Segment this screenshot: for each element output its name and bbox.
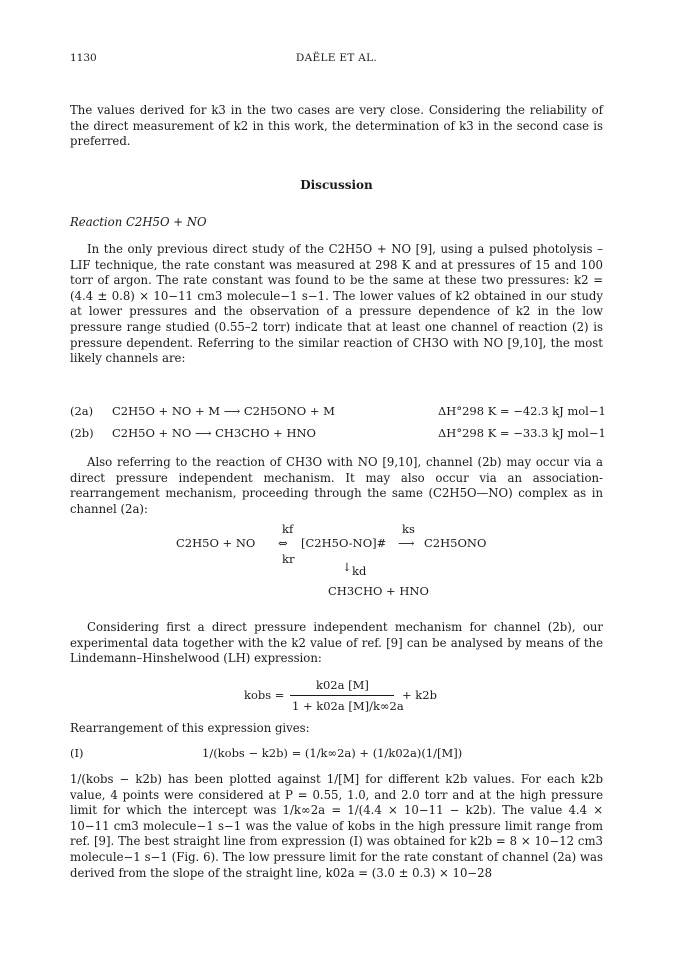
paragraph-1 <box>70 242 603 367</box>
forward-arrow: ⟶ <box>398 536 415 550</box>
lh-numerator: k02a [M] <box>316 678 369 692</box>
lh-plus-term: + k2b <box>402 688 437 702</box>
channel-2b-reaction: C2H5O + NO ⟶ CH3CHO + HNO <box>112 426 316 440</box>
page-header <box>70 52 603 68</box>
scheme-complex: [C2H5O-NO]# <box>301 536 387 550</box>
lh-canvas <box>70 676 603 718</box>
intro-text: The values derived for k3 in the two cases are very close. Considering the reliability of the direct measurement of k2 in this work, the determination of k3 in the second case is preferred. <box>70 103 603 149</box>
scheme-product1: C2H5ONO <box>424 536 487 550</box>
eqI-canvas <box>70 746 603 766</box>
channel-2b-enthalpy: ΔH°298 K = −33.3 kJ mol−1 <box>438 426 606 440</box>
scheme-kr: kr <box>282 552 295 566</box>
page-number: 1130 <box>70 52 97 64</box>
para5-text: 1/(kobs − k2b) has been plotted against 1/[M] for different k2b values. For each k2b value, 4 points were considered at P = 0.55, 1.0, and 2.0 torr and at the high pressure limit for which the intercept was 1/k∞2a = 1/(4.4 × 10−11 − k2b). The value 4.4 × 10−11 cm3 molecule−1 s−1 was the value of kobs in the high pressure limit range from ref. [9]. The best straight line from expression (I) was obtained for k2b = 8 × 10−12 cm3 molecule−1 s−1 (Fig. 6). The low pressure limit for the rate constant of channel (2a) was derived from the slope of the straight line, k02a = (3.0 ± 0.3) × 10−28 <box>70 772 603 880</box>
running-head: DAËLE ET AL. <box>295 52 378 64</box>
scheme-kf: kf <box>282 522 294 536</box>
lh-denominator: 1 + k02a [M]/k∞2a <box>292 699 404 713</box>
paragraph-3 <box>70 620 603 667</box>
lh-lhs: kobs = <box>244 688 285 702</box>
para4-text: Rearrangement of this expression gives: <box>70 721 310 735</box>
fraction-bar <box>290 695 394 696</box>
channel-2a-reaction: C2H5O + NO + M ⟶ C2H5ONO + M <box>112 404 335 418</box>
discussion-heading-wrap <box>70 178 603 194</box>
channel-2b <box>70 426 606 442</box>
paragraph-2 <box>70 455 603 517</box>
scheme-reactants: C2H5O + NO <box>176 536 256 550</box>
channel-2a-enthalpy: ΔH°298 K = −42.3 kJ mol−1 <box>438 404 606 418</box>
paragraph-4 <box>70 721 603 737</box>
section-title: Discussion <box>300 178 373 192</box>
channel-2a-label: (2a) <box>70 404 94 418</box>
reaction-scheme <box>70 522 603 626</box>
intro-paragraph <box>70 103 603 150</box>
para1-text: In the only previous direct study of the C2H5O + NO [9], using a pulsed photolysis – LIF technique, the rate constant was measured at 298 K and at pressures of 15 and 100 torr of argon. The rate constant was found to be the same at these two pressures: k2 = (4.4 ± 0.8) × 10−11 cm3 molecule−1 s−1. The lower values of k2 obtained in our study at lower pressures and the observation of a pressure dependence of k2 in the low pressure range studied (0.55–2 torr) indicate that at least one channel of reaction (2) is pressure dependent. Referring to the similar reaction of CH3O with NO [9,10], the most likely channels are: <box>70 242 603 366</box>
subsection-heading-wrap <box>70 215 603 231</box>
eqI-label: (I) <box>70 746 84 760</box>
equation-I <box>70 746 603 766</box>
para2-text: Also referring to the reaction of CH3O with NO [9,10], channel (2b) may occur via a direct pressure independent mechanism. It may also occur via an association-rearrangement mechanism, proceeding through the same (C2H5O—NO) complex as in channel (2a): <box>70 455 603 516</box>
scheme-ks: ks <box>402 522 415 536</box>
subsection-title: Reaction C2H5O + NO <box>70 215 207 229</box>
para3-text: Considering first a direct pressure independent mechanism for channel (2b), our experimental data together with the k2 value of ref. [9] can be analysed by means of the Lindemann–Hinshelwood (LH) expression: <box>70 620 603 666</box>
equilibrium-arrow: ⇔ <box>278 536 288 550</box>
channels-block <box>70 404 606 442</box>
eqI-text: 1/(kobs − k2b) = (1/k∞2a) + (1/k02a)(1/[M]) <box>202 746 463 760</box>
scheme-canvas <box>70 522 603 626</box>
down-arrow: ↓ <box>342 560 352 574</box>
channel-2a <box>70 404 606 420</box>
scheme-kd: kd <box>352 564 367 578</box>
paragraph-5 <box>70 772 603 881</box>
scheme-product2: CH3CHO + HNO <box>328 584 429 598</box>
channel-2b-label: (2b) <box>70 426 94 440</box>
lh-expression <box>70 676 603 718</box>
